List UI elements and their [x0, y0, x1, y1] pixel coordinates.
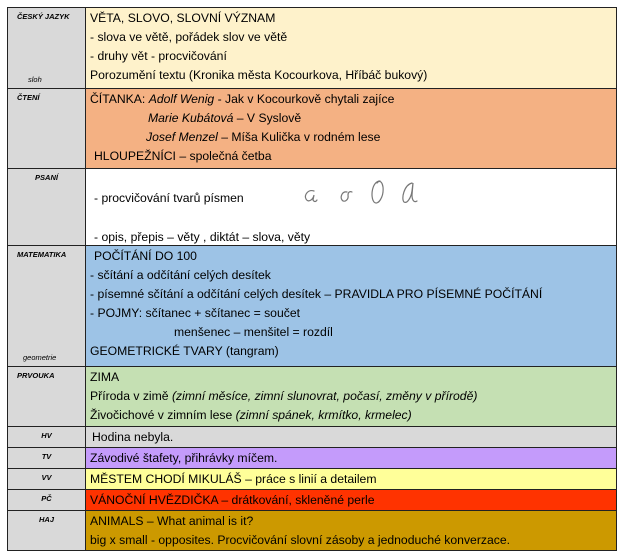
- row-cteni: [8, 89, 617, 169]
- content-line: [90, 387, 612, 406]
- content-cell: [86, 8, 617, 89]
- content-line: Závodivé štafety, přihrávky míčem.: [90, 451, 278, 465]
- cursive-letter-o: [341, 192, 352, 202]
- subject-label: PČ: [41, 494, 52, 503]
- content-line: [90, 90, 612, 109]
- subject-label: ČESKÝ JAZYK: [17, 12, 70, 21]
- content-cell: [86, 169, 617, 246]
- cursive-letter-A: [403, 183, 417, 202]
- story-title: – V Syslově: [233, 111, 302, 125]
- content-line: VĚTA, SLOVO, SLOVNÍ VÝZNAM: [90, 11, 276, 25]
- content-line: [90, 109, 612, 128]
- topic-detail: (zimní měsíce, zimní slunovrat, počasí, změny v přírodě): [171, 389, 478, 403]
- topic-text: Příroda v zimě: [90, 389, 172, 403]
- citanka-label: ČÍTANKA:: [90, 92, 149, 106]
- subject-label: TV: [41, 452, 52, 461]
- content-line: - opis, přepis – věty , diktát – slova, věty: [94, 230, 311, 244]
- content-line: ZIMA: [90, 370, 120, 384]
- subject-label: MATEMATIKA: [17, 250, 67, 259]
- story-title: - Jak v Kocourkově chytali zajíce: [214, 92, 395, 106]
- subject-label: HV: [41, 431, 52, 440]
- row-psani: [8, 169, 617, 246]
- row-hv: [8, 427, 617, 448]
- content-line: Hodina nebyla.: [92, 430, 174, 444]
- subject-cell: [8, 169, 86, 246]
- content-cell: [86, 448, 617, 469]
- content-line: - druhy vět - procvičování: [90, 49, 227, 63]
- content-cell: [86, 246, 617, 367]
- content-line: HLOUPEŽNÍCI – společná četba: [94, 149, 272, 163]
- content-line: menšenec – menšitel = rozdíl: [174, 325, 333, 339]
- row-cesky-jazyk: [8, 8, 617, 89]
- content-cell: [86, 89, 617, 169]
- subject-cell: [8, 367, 86, 427]
- row-prvouka: [8, 367, 617, 427]
- subject-cell: [8, 448, 86, 469]
- content-line: ANIMALS – What animal is it?: [90, 514, 254, 528]
- cursive-letter-O: [372, 181, 383, 203]
- subject-label: HAJ: [38, 515, 54, 524]
- subject-cell: [8, 511, 86, 551]
- subject-label: VV: [41, 473, 52, 482]
- subject-label: PRVOUKA: [17, 371, 55, 380]
- subject-sublabel: geometrie: [23, 353, 57, 362]
- content-line: big x small - opposites. Procvičování slovní zásoby a jednoduché konverzace.: [90, 533, 511, 547]
- cursive-letter-a: [305, 191, 317, 202]
- subject-label: PSANÍ: [35, 173, 58, 182]
- content-line: [90, 128, 612, 147]
- content-line: - písemné sčítání a odčítání celých desítek – PRAVIDLA PRO PÍSEMNÉ POČÍTÁNÍ: [90, 287, 543, 301]
- subject-cell: [8, 469, 86, 490]
- row-haj: [8, 511, 617, 551]
- subject-label: ČTENÍ: [17, 93, 40, 102]
- psani-block: [90, 169, 612, 244]
- content-cell: [86, 469, 617, 490]
- content-cell: [86, 427, 617, 448]
- subject-cell: [8, 246, 86, 367]
- subject-cell: [8, 427, 86, 448]
- content-cell: [86, 511, 617, 551]
- subject-cell: [8, 89, 86, 169]
- story-title: – Míša Kulička v rodném lese: [217, 130, 381, 144]
- topic-detail: (zimní spánek, krmítko, krmelec): [235, 408, 412, 422]
- row-tv: [8, 448, 617, 469]
- subject-sublabel: sloh: [28, 75, 42, 84]
- subject-cell: [8, 8, 86, 89]
- content-line: - slova ve větě, pořádek slov ve větě: [90, 30, 288, 44]
- content-line: Porozumění textu (Kronika města Kocourkova, Hříbáč bukový): [90, 68, 428, 82]
- content-line: - sčítání a odčítání celých desítek: [90, 268, 271, 282]
- content-cell: [86, 367, 617, 427]
- content-cell: [86, 490, 617, 511]
- content-line: - procvičování tvarů písmen: [94, 191, 244, 205]
- content-line: - POJMY: sčítanec + sčítanec = součet: [90, 306, 300, 320]
- author-name: Josef Menzel: [146, 130, 218, 144]
- content-line: [90, 406, 612, 425]
- content-line: POČÍTÁNÍ DO 100: [94, 249, 197, 263]
- row-pc: [8, 490, 617, 511]
- row-matematika: [8, 246, 617, 367]
- cursive-letters-sample: [300, 173, 440, 209]
- author-name: Adolf Wenig: [148, 92, 215, 106]
- author-name: Marie Kubátová: [148, 111, 234, 125]
- weekly-plan-table: [7, 7, 617, 551]
- content-line: GEOMETRICKÉ TVARY (tangram): [90, 344, 279, 358]
- content-line: MĚSTEM CHODÍ MIKULÁŠ – práce s linií a detailem: [90, 472, 377, 486]
- subject-cell: [8, 490, 86, 511]
- topic-text: Živočichové v zimním lese: [90, 408, 236, 422]
- row-vv: [8, 469, 617, 490]
- content-line: VÁNOČNÍ HVĚZDIČKA – drátkování, skleněné perle: [90, 493, 375, 507]
